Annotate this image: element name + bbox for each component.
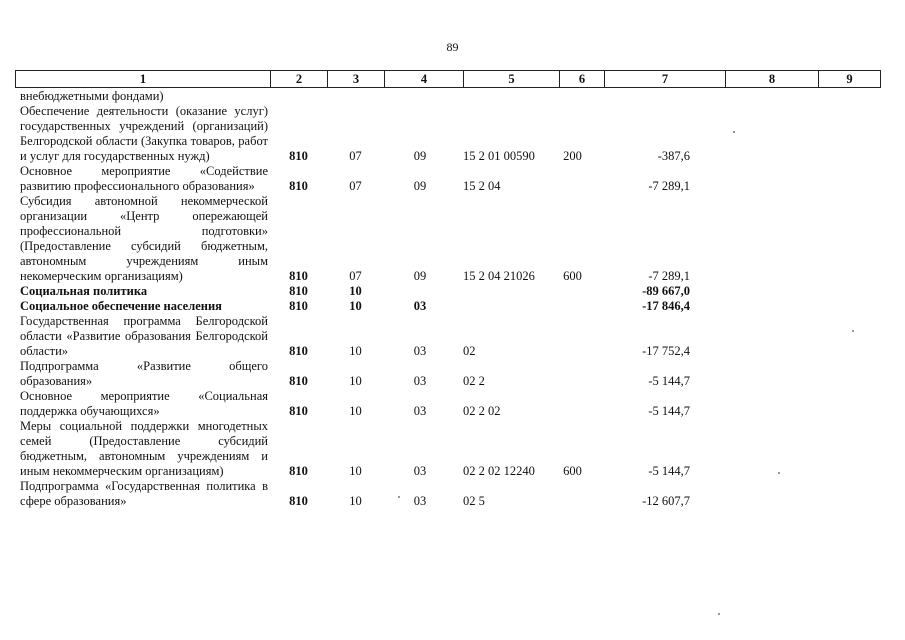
row-amount: -17 752,4 (642, 344, 690, 358)
row-code-section: 07 (349, 179, 362, 193)
row-name: Государственная программа Белгородской области «Развитие образования Белгородской области» (20, 314, 268, 358)
table-row (15, 89, 880, 104)
row-code-ministry: 810 (289, 494, 308, 508)
row-name: внебюджетными фондами) (20, 89, 164, 103)
header-col-1: 1 (16, 71, 271, 88)
row-code-ministry: 810 (289, 374, 308, 388)
row-code-target: 02 5 (463, 494, 485, 508)
row-code-ministry: 810 (289, 404, 308, 418)
header-col-6: 6 (560, 71, 605, 88)
row-code-section: 10 (349, 404, 362, 418)
row-code-ministry: 810 (289, 299, 308, 313)
row-code-ministry: 810 (289, 149, 308, 163)
header-col-4: 4 (385, 71, 464, 88)
header-row (16, 71, 881, 88)
row-amount: -89 667,0 (642, 284, 690, 298)
table-row (15, 299, 880, 314)
page-number: 89 (446, 40, 459, 54)
row-code-section: 07 (349, 269, 362, 283)
row-code-expense-type: 600 (563, 464, 582, 478)
row-code-target: 02 2 (463, 374, 485, 388)
row-amount: -5 144,7 (648, 374, 690, 388)
row-code-target: 15 2 04 (463, 179, 501, 193)
header-col-9: 9 (819, 71, 881, 88)
row-amount: -7 289,1 (648, 269, 690, 283)
row-code-section: 10 (349, 299, 362, 313)
table-row (15, 389, 880, 419)
row-code-section: 10 (349, 494, 362, 508)
row-code-subsection: 09 (413, 179, 427, 193)
row-amount: -387,6 (657, 149, 690, 163)
row-code-ministry: 810 (289, 284, 308, 298)
row-name: Основное мероприятие «Содействие развитию профессионального образования» (20, 164, 268, 193)
row-code-section: 10 (349, 374, 362, 388)
table-row (15, 164, 880, 194)
row-code-ministry: 810 (289, 179, 308, 193)
row-code-target: 02 (463, 344, 476, 358)
row-code-ministry: 810 (289, 464, 308, 478)
row-code-subsection: 03 (413, 464, 427, 478)
scan-speck (778, 472, 780, 474)
row-name: Основное мероприятие «Социальная поддержка обучающихся» (20, 389, 268, 418)
row-name: Меры социальной поддержки многодетных семей (Предоставление субсидий бюджетным, автономным учреждениям и иным некоммерческим организациям) (20, 419, 268, 478)
scan-speck (733, 131, 735, 133)
row-name: Обеспечение деятельности (оказание услуг) государственных учреждений (организаций) Белгородской области (Закупка товаров, работ и услуг для государственных нужд) (20, 104, 268, 163)
column-header-table (15, 70, 881, 88)
header-col-3: 3 (328, 71, 385, 88)
row-name: Социальное обеспечение населения (20, 299, 222, 313)
row-code-subsection: 03 (413, 299, 427, 313)
scan-speck (718, 613, 720, 615)
row-code-ministry: 810 (289, 344, 308, 358)
table-row (15, 104, 880, 164)
row-code-subsection: 03 (413, 344, 427, 358)
row-name: Субсидия автономной некоммерческой организации «Центр опережающей профессиональной подготовки» (Предоставление субсидий бюджетным, автономным учреждениям иным некомерческим организациям) (20, 194, 268, 283)
row-code-subsection: 03 (413, 404, 427, 418)
row-name: Подпрограмма «Государственная политика в сфере образования» (20, 479, 268, 508)
scan-speck (852, 330, 854, 332)
row-code-subsection: 09 (413, 269, 427, 283)
budget-rows (15, 89, 880, 509)
header-col-2: 2 (271, 71, 328, 88)
table-row (15, 479, 880, 509)
header-col-5: 5 (464, 71, 560, 88)
row-code-subsection: 09 (413, 149, 427, 163)
table-row (15, 194, 880, 284)
row-amount: -12 607,7 (642, 494, 690, 508)
row-code-section: 10 (349, 464, 362, 478)
row-code-section: 10 (349, 284, 362, 298)
row-code-expense-type: 200 (563, 149, 582, 163)
row-amount: -5 144,7 (648, 464, 690, 478)
row-code-target: 02 2 02 (463, 404, 501, 418)
row-code-target: 15 2 01 00590 (463, 149, 535, 163)
table-row (15, 284, 880, 299)
row-code-subsection: 03 (413, 374, 427, 388)
scan-speck (398, 496, 400, 498)
table-row (15, 314, 880, 359)
row-amount: -7 289,1 (648, 179, 690, 193)
row-code-target: 02 2 02 12240 (463, 464, 535, 478)
row-code-section: 10 (349, 344, 362, 358)
row-amount: -17 846,4 (642, 299, 690, 313)
row-amount: -5 144,7 (648, 404, 690, 418)
row-code-section: 07 (349, 149, 362, 163)
header-col-8: 8 (726, 71, 819, 88)
row-code-subsection: 03 (413, 494, 427, 508)
table-row (15, 359, 880, 389)
table-row (15, 419, 880, 479)
row-code-target: 15 2 04 21026 (463, 269, 535, 283)
row-code-expense-type: 600 (563, 269, 582, 283)
row-name: Социальная политика (20, 284, 148, 298)
row-name: Подпрограмма «Развитие общего образования» (20, 359, 268, 388)
header-col-7: 7 (605, 71, 726, 88)
row-code-ministry: 810 (289, 269, 308, 283)
